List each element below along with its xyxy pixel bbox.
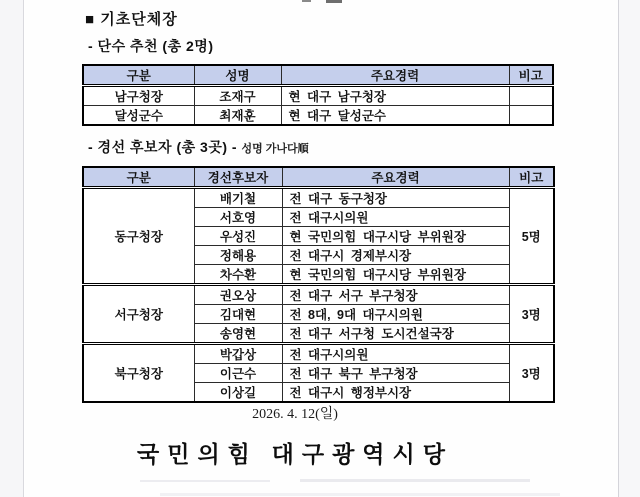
career-cell: 전 대구 서구 부구청장	[282, 285, 509, 305]
subsection-single-recommendation-title: - 단수 추천 (총 2명)	[88, 38, 214, 54]
gubun-cell: 서구청장	[83, 285, 194, 344]
subsection-primary-candidates-title	[88, 137, 309, 157]
table-row	[83, 106, 553, 126]
career-cell: 전 8대, 9대 대구시의원	[282, 305, 509, 324]
table-header-row	[83, 167, 554, 188]
gubun-cell: 달성군수	[83, 106, 194, 126]
candidate-cell: 차수환	[194, 265, 282, 285]
name-order-note: 성명 가나다順	[241, 143, 309, 155]
name-cell: 조재구	[194, 86, 281, 106]
subsection-primary-candidates-label: - 경선 후보자 (총 3곳) -	[88, 139, 238, 155]
career-cell: 현 대구 남구청장	[281, 86, 509, 106]
table-row	[83, 344, 554, 364]
column-header-name: 성명	[194, 65, 281, 86]
viewer-left-margin	[0, 0, 24, 497]
viewer-right-margin	[618, 0, 640, 497]
column-header-career: 주요경력	[281, 65, 509, 86]
document-date: 2026. 4. 12(일)	[252, 407, 338, 422]
candidate-cell: 송영현	[194, 324, 282, 344]
candidate-cell: 이근수	[194, 364, 282, 383]
party-branch-signature: 국민의힘 대구광역시당	[137, 442, 453, 467]
column-header-career: 주요경력	[282, 167, 509, 188]
column-header-gubun: 구분	[83, 65, 194, 86]
name-cell: 최재훈	[194, 106, 281, 126]
note-cell: 3명	[509, 344, 554, 403]
career-cell: 현 대구 달성군수	[281, 106, 509, 126]
column-header-note: 비고	[509, 167, 554, 188]
career-cell: 전 대구 서구청 도시건설국장	[282, 324, 509, 344]
single-recommendation-table	[82, 64, 554, 126]
note-cell: 3명	[509, 285, 554, 344]
career-cell: 전 대구시의원	[282, 344, 509, 364]
note-cell: 5명	[509, 188, 554, 285]
note-cell	[509, 86, 553, 106]
candidate-cell: 배기철	[194, 188, 282, 208]
career-cell: 전 대구시 행정부시장	[282, 383, 509, 403]
column-header-candidate: 경선후보자	[194, 167, 282, 188]
column-header-note: 비고	[509, 65, 553, 86]
section-title: ■ 기초단체장	[85, 11, 178, 28]
career-cell: 전 대구 동구청장	[282, 188, 509, 208]
candidate-cell: 김대현	[194, 305, 282, 324]
cut-text-fragment	[140, 480, 270, 482]
cut-text-fragment	[302, 0, 311, 2]
career-cell: 전 대구시 경제부시장	[282, 246, 509, 265]
table-row	[83, 86, 553, 106]
gubun-cell: 남구청장	[83, 86, 194, 106]
note-cell	[509, 106, 553, 126]
table-header-row	[83, 65, 553, 86]
candidate-cell: 정해용	[194, 246, 282, 265]
gubun-cell: 북구청장	[83, 344, 194, 403]
cut-text-fragment	[326, 0, 342, 3]
cut-text-fragment	[300, 479, 530, 482]
candidate-cell: 권오상	[194, 285, 282, 305]
candidate-cell: 우성진	[194, 227, 282, 246]
primary-candidates-table	[82, 166, 555, 403]
candidate-cell: 박갑상	[194, 344, 282, 364]
career-cell: 전 대구 북구 부구청장	[282, 364, 509, 383]
candidate-cell: 서호영	[194, 208, 282, 227]
table-row	[83, 188, 554, 208]
gubun-cell: 동구청장	[83, 188, 194, 285]
career-cell: 현 국민의힘 대구시당 부위원장	[282, 227, 509, 246]
candidate-cell: 이상길	[194, 383, 282, 403]
career-cell: 전 대구시의원	[282, 208, 509, 227]
column-header-gubun: 구분	[83, 167, 194, 188]
table-row	[83, 285, 554, 305]
career-cell: 현 국민의힘 대구시당 부위원장	[282, 265, 509, 285]
cut-text-fragment	[160, 493, 560, 496]
